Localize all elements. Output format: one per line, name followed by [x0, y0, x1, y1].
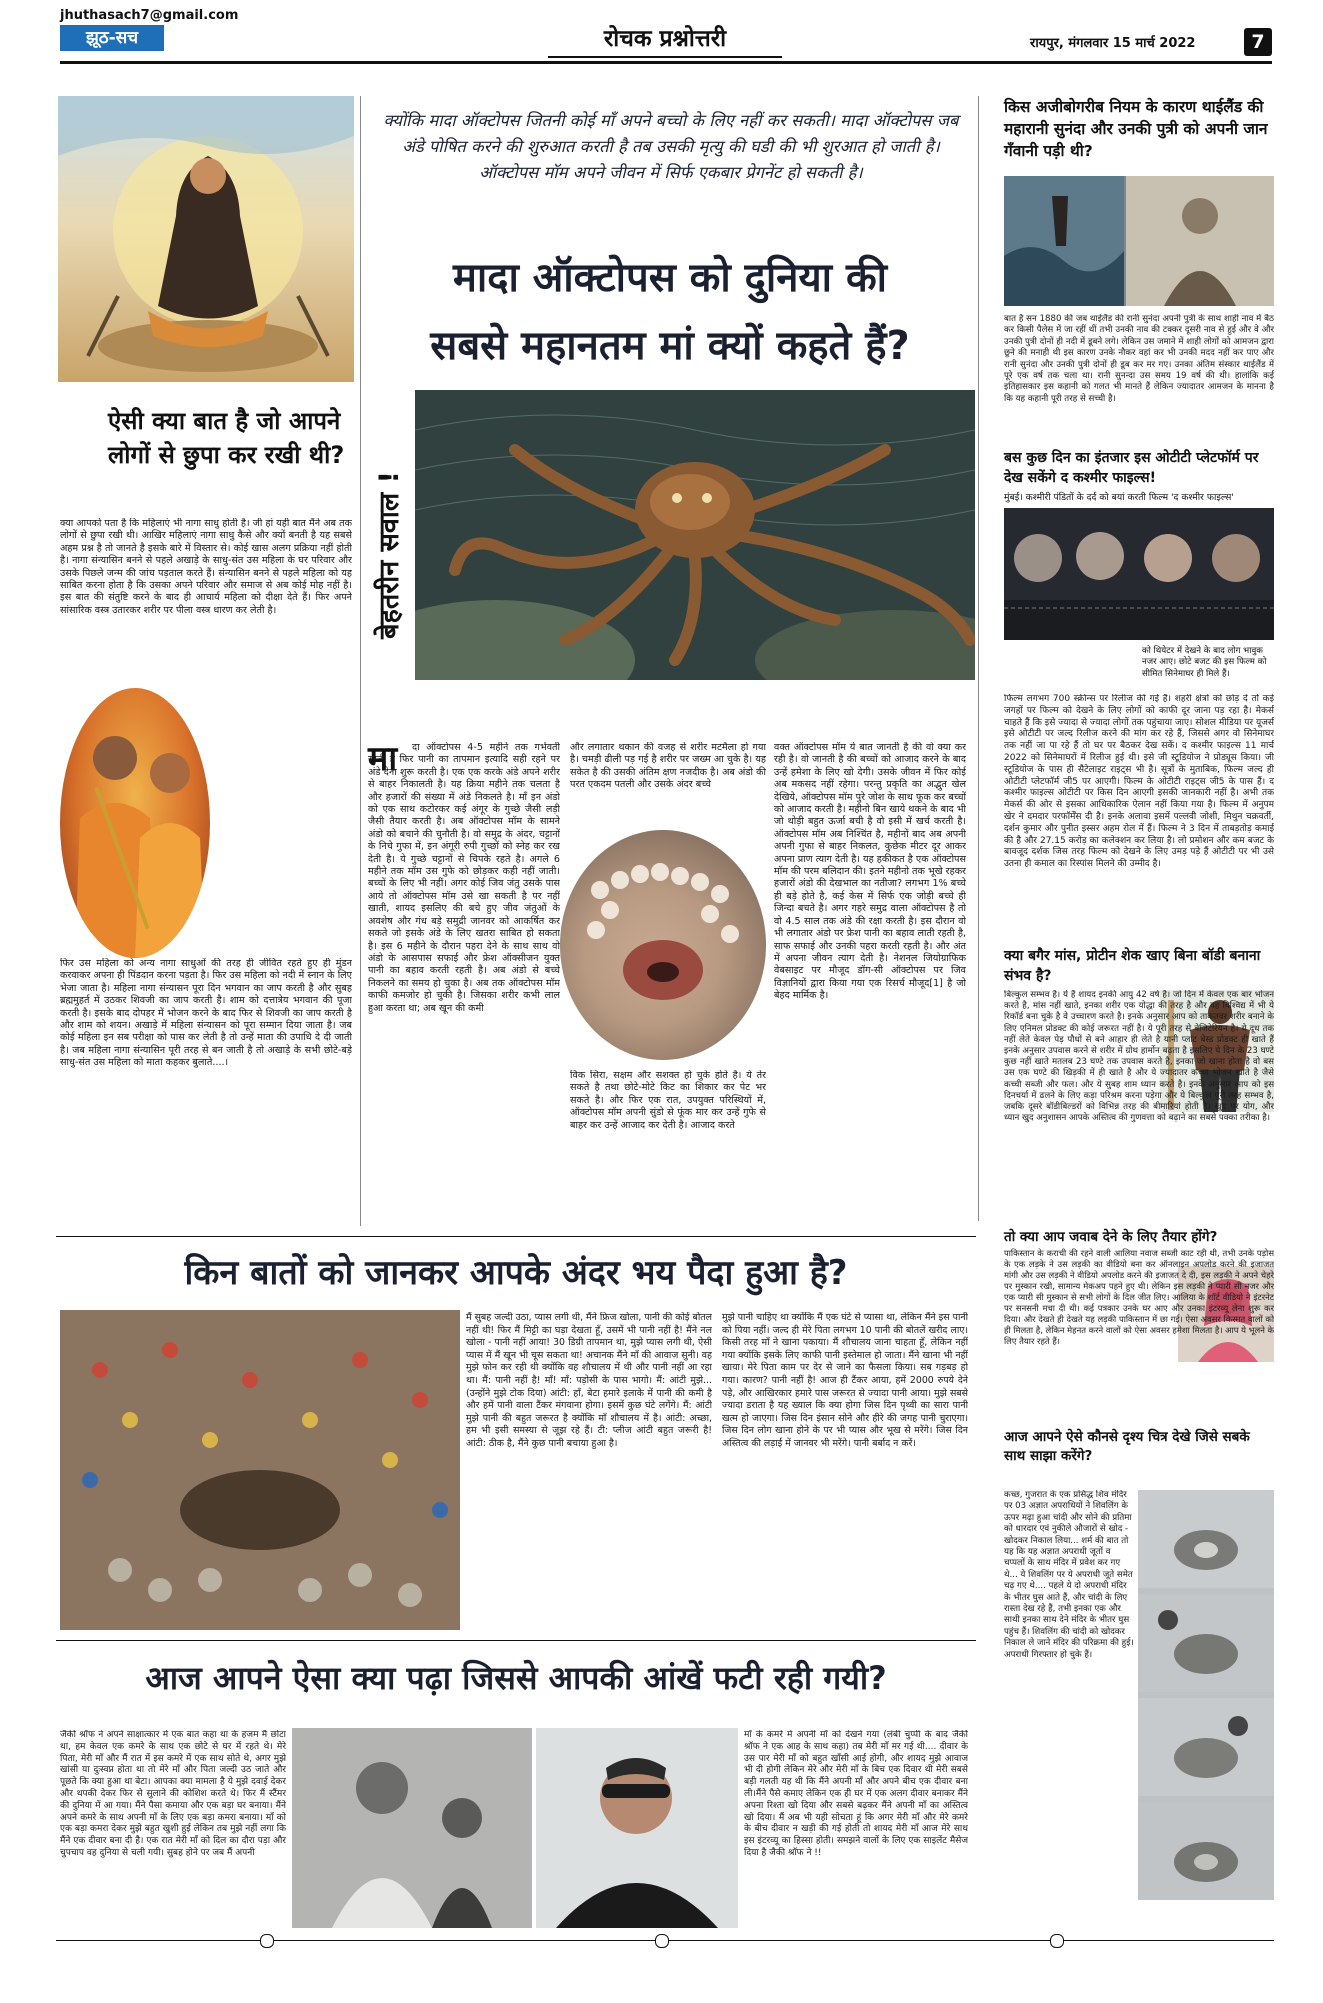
- naga-body-bottom: फिर उस महिला को अन्य नागा साधुओं की तरह ही जीवित रहते हुए ही मुंडन करवाकर अपना ही पिंडदान करना पड़ता है। फिर उस महिला को नदी में स्नान के लिए भेजा जाता है। महिला नागा संन्यासन पूरा दिन भगवान का जाप करती है और सुबह ब्रह्ममुहर्त में उठकर शिवजी का जाप करती है। शाम को दत्तात्रेय भगवान की पूजा करती है। इसके बाद दोपहर में भोजन करने के बाद फिर से शिवजी का जाप करती है और शाम को शयन। अखाड़े में महिला संन्यासन को पूरा सम्मान दिया जाता है। जब कोई महिला इन सब परीक्षा को पास कर लेती है तो उन्हें माता की उपाधि दे दी जाती है। जब महिला नागा संन्यासिन पूरी तरह से बन जाती है तो अखाड़े के सभी छोटे-बड़े साधु-संत उस महिला को माता कहकर बुलाते....।: [60, 958, 352, 1069]
- pakistan-headline: तो क्या आप जवाब देने के लिए तैयार होंगे?: [1004, 1229, 1218, 1245]
- masthead-email: jhuthasach7@gmail.com: [60, 8, 239, 23]
- jackie-right-text: माँ के कमरे में अपनी माँ को देखने गया (लंबी चुप्पी के बाद जैकी श्रॉफ ने एक आह के साथ कहा) तब मेरी माँ मर गई थी.... दीवार के उस पार मेरी माँ को बहुत खाँसी आई होगी, और शायद मुझे आवाज भी दी होगी लेकिन मेरे और मेरी माँ के बिच एक दिवार थी मेरी सबसे बड़ी गलती यह थी कि मैंने अपनी माँ और अपने बीच एक दीवार बना ली।मैंने पैसे कमाए लेकिन एक ही घर में एक अलग दीवार बनाकर मैंने अपना रिश्ता खो दिया और सबसे बढ़कर मैंने अपनी माँ का अस्तित्व खो दिया। मैं अब भी यही सोचता हूं कि अगर मेरी माँ और मेरे कमरे के बीच दीवार न खड़ी की गई होती तो शायद मेरी माँ आज मेरे साथ इस इंटरव्यू का हिस्सा होती। समझने वालों के लिए एक साइलेंट मैसेज दिया है जैकी श्रॉफ ने !!: [744, 1730, 968, 1858]
- kashmir-body: फिल्म लगभग 700 स्क्रीन्स पर रिलीज की गई है। शहरी क्षेत्रों को छोड़ दें तो कई जगहों पर फिल्म को देखने के लिए लोगों को काफी दूर जाना पड़ रहा है। मेकर्स चाहते हैं कि इसे ज्यादा से ज्यादा लोगों तक पहुंचाया जाए। सोशल मीडिया पर यूजर्स इसे ओटीटी पर जल्द रिलीज करने की मांग कर रहे हैं, जिससे अगर वो सिनेमाघर तक नहीं जा पा रहे हैं तो घर पर बैठकर देख सकें। द कश्मीर फाइल्स 11 मार्च 2022 को सिनेमाघरों में रिलीज हुई थी। इसे जी स्टूडियोज ने प्रोड्यूस किया। जी स्टूडियोज के पास ही सैटेलाइट राइट्स भी है। सूत्रों के मुताबिक, फिल्म जल्द ही ओटीटी प्लेटफॉर्म जी5 पर आएगी। फिल्म के ओटीटी राइट्स जी5 के पास हैं। द कश्मीर फाइल्स ओटीटी पर किस दिन आएगी इसकी जानकारी नहीं है। अभी तक मेकर्स की ओर से इसका आधिकारिक ऐलान नहीं किया गया है। फिल्म में अनुपम खेर ने दमदार परफॉर्मेंस दी है। इनके अलावा इसमें पल्लवी जोशी, मिथुन चक्रवर्ती, दर्शन कुमार और पुनीत इस्सर अहम रोल में हैं। फिल्म ने 3 दिन में ताबड़तोड़ कमाई की है और 27.15 करोड़ का कलेक्शन कर लिया है। लो प्रमोशन और कम बजट के बावजूद दर्शक जिस तरह फिल्म को देखने के लिए उमड़ पड़े हैं ओटीटी पर भी उसे उतना ही कमाल का रिस्पांस मिलने की उम्मीद है।: [1004, 694, 1274, 870]
- page-number: 7: [1244, 28, 1272, 56]
- mother-child-photo: [292, 1728, 532, 1928]
- naga-body-top: क्या आपको पता है कि महिलाएं भी नागा साधु होती है। जी हां यही बात मैंने अब तक लोगों से छुपा रखी थी। आखिर महिलाएं नागा साधु कैसे और क्यों बनती है यह सबसे अहम प्रश्न है तो जानते है इसके बारे में विस्तार से। कोई खास अलग प्रक्रिया नहीं होती है। नागा संन्यासिन बनने से पहले अखाड़े के साधु-संत उस महिला के घर परिवार और उसके पिछले जन्म की जांच पड़ताल करते हैं। संन्यासिन बनने से पहले महिला को यह साबित करना होता है कि उसका अपने परिवार और समाज से अब कोई मोह नहीं है। इस बात की संतुष्टि करने के बाद ही आचार्य महिला को दीक्षा देते हैं। फिर अपने सांसारिक वस्त्र उतारकर शरीर पर पीला वस्त्र धारण कर लेती है।: [60, 518, 352, 616]
- col-divider-left: [360, 96, 361, 1226]
- brand-tag: झूठ-सच: [60, 25, 164, 51]
- jackie-shroff-photo: [536, 1728, 738, 1928]
- octopus-col3: वक्त ऑक्टोपस मॉम ये बात जानती है की वो क्या कर रही है। वो जानती है की बच्चों को आजाद करने के बाद उन्हें हमेशा के लिए खो देगी। उसके जीवन में फिर कोई अब मकसद नहीं रहेगा। परन्तु प्रकृति का अद्भुत खेल देखिये, ऑक्टोपस मॉम पुरे जोश के साथ फूक कर बच्चों को आजाद करती है। महीनो बिन खाये थकने के बाद भी जो थोड़ी बहुत ऊर्जा बची है वो इसी में खर्च करती है। ऑक्टोपस मॉम अब निश्चिंत है, महीनों बाद अब अपनी अपनी गुफा से बाहर निकलत, कुछेक मीटर दूर आकर अपना प्राण त्याग देती है। यह हकीकत है एक ऑक्टोपस मॉम की परम बलिदान की। इतने महीनो तक भूखे रहकर हजारों अंडो की देखभाल का नतीजा? लगभग 1% बच्चे ही बड़े होते है, कई केस में सिर्फ एक जोड़ी बच्चे ही जिन्दा बचते है। अगर गहरे समुद्र वाला ऑक्टोपस है तो वो 4.5 साल तक अंडे की रक्षा करती है। इस दौरान वो भी लगातार अंडो पर फ्रेश पानी का बहाव लाती रहती है, साफ सफाई और उनकी पहरा करती रहती है। और अंत में अपना जीवन त्याग देती है। नेशनल जियोग्राफिक वेबसाइट पर मौजूद डॉग-सी ऑक्टोपस पर जिव विज्ञानियों द्वारा किया गया एक रिसर्च मौजूद[1] है जो बेहद मार्मिक है।: [774, 742, 966, 1002]
- pakistan-photo-mask: [1176, 1264, 1276, 1364]
- octopus-col2-top: और लगातार थकान की वजह से शरीर मटमैला हो गया है। चमड़ी ढीली पड़ गई है शरीर पर जख्म आ चुके है। यह सकेत है की उसकी अंतिम क्षण नजदीक है। अब अंडो की परत एकदम पतली और उसके अंदर बच्चे: [570, 742, 766, 791]
- protein-body: बिल्कुल सम्भव है। ये हैं शायद इनकी आयु 42 वर्ष है। जो दिन में केवल एक बार भोजन करते है, मांस नहीं खाते, इनका शरीर एक योद्धा की तरह है और वह विश्विद्य में भी ये रिकॉर्ड बना चुके है वे उच्चारण करते है। इनके अनुसार आप को ताकतवर शरीर बनाने के लिए एनिमल प्रोडक्ट की कोई जरूरत नहीं है। ये पूरी तरह से वेजिटेरियन है। ये दूध तक नहीं लेते केवल पेड़ पौधों से बने आहार ही लेते है यानी प्लांट बेस्ड प्रोडक्ट ही खाते हैं इनके अनुसार उपवास करने से शरीर में ग्रोथ हार्मोन बढ़ता है इसलिए ये दिन के 23 घण्टे कुछ नहीं खाते मतलब 23 घण्टे तक उपवास करते है, इनका जो खाना होता है वो बस उस एक घण्टे की खिड़की में ही खाते है और ये ज्यादातर कच्चा भोजन खाते है जैसे कच्ची सब्जी और फल। और ये सुबह शाम ध्यान करते है। इनके अनुसार आप को इस दिनचर्या में ढलने के लिए कड़ा परिश्रम करना पड़ेगा और ये बिल्कुल पूरी तरह सम्भव है, जबकि दूसरे बॉडीबिल्डरों को विभिन्न तरह की बीमारियां होती है। खुद पर योग, और ध्यान खुद अनुशासन आपके अस्तित्व की गुणवत्ता को बढ़ाने का सबसे पक्का तरीका है।: [1004, 990, 1274, 1124]
- octopus-eggs-photo: [560, 830, 766, 1060]
- naga-sadhvi-painting: [58, 96, 354, 382]
- kashmir-headline: बस कुछ दिन का इंतजार इस ओटीटी प्लेटफॉर्म पर देख सकेंगे द कश्मीर फाइल्स!: [1004, 450, 1259, 486]
- octopus-intro: क्योंकि मादा ऑक्टोपस जितनी कोई माँ अपने बच्चो के लिए नहीं कर सकती। मादा ऑक्टोपस जब अंडे पोषित करने की शुरुआत करती है तब उसकी मृत्यु की घडी की भी शुरआत हो जाती है। ऑक्टोपस मॉम अपने जीवन में सिर्फ एकबार प्रेगनेंट हो सकती है।: [383, 111, 959, 182]
- protein-headline: क्या बगैर मांस, प्रोटीन शेक खाए बिना बॉडी बनाना संभव है?: [1004, 948, 1261, 984]
- thai-body: बात है सन 1880 की जब थाईलैंड की रानी सुनंदा अपनी पुत्री के साथ शाही नाव में बैठ कर किसी पैलेस में जा रहीं थीं तभी उनकी नाव की टक्कर दूसरी नाव से हुई और वे और उनकी पुत्री दोनों ही नदी में डूबने लगे। लेकिन उस जमाने में शाही लोगों को आमजन द्वारा छूने की मनाही थी इस कारण उनके नौकर वहां कर भी उनकी मदद नहीं कर पाए और रानी सुनंदा और उनकी पुत्री दोनों ही डूब कर मर गए। उनका अंतिम संस्कार थाईलैंड में पूरे एक वर्ष तक चला था। रानी सुनन्दा उस समय 19 वर्ष की थी। हालांकि कई इतिहासकार इस कहानी को गलत भी मानते हैं लेकिन ज्यादातर आमजन के मानना है कि यह कहानी पूरी तरह से सच्ची है।: [1004, 314, 1274, 404]
- footer-registration-mark-right: [1050, 1934, 1064, 1948]
- protein-photo-mask: [1158, 988, 1276, 1114]
- octopus-col1: दा ऑक्टोपस 4-5 महीने तक गर्भवती रहती है फिर पानी का तापमान इत्यादि सही रहने पर अंडे देना शुरू करती है। एक एक करके अंडे अपने शरीर से बाहर निकालती है। यह क्रिया महीने तक चलता है और हजारों की संख्या में अंडे निकलते है। माँ इन अंडो को एक साथ कटोरकर कई अंगूर के गुच्छे जैसी लड़ी जैसी तैयार करती है। अब ऑक्टोपस मॉम के सामने अंडो को बचाने की चुनौती है। वो समुद्र के अंदर, चट्टानों के निचे गुफा में, इन अंगूरी रुपी गुच्छों को स्नेह कर रख देती है। ये गुच्छे चट्टानों से चिपके रहते है। अगले 6 महीने तक मॉम उस गुफे को छोड़कर कही नहीं जाती। बच्चों के लिए भी नहीं। अगर कोई जिव जंतु उसके पास आये तो ऑक्टोपस मॉम उसे खा सकती है पर नहीं खाती, शायद इसलिए की बचे हुए जीव जंतुओं के अवशेष और गंध बड़े समुद्री जानवर को आकर्षित कर सकते जो इसके अंडे के लिए खतरा साबित हो सकता है। इस 6 महीने के दौरान पहरा देने के साथ साथ वो अंडो के आसपास सफाई और फ्रेश ऑक्सीजन युक्त पानी का बहाव करती रहती है। अब अंडो से बच्चे निकलने का समय हो चुका है। अब तक ऑक्टोपस मॉम काफी कमजोर हो चुकी है। जिसका शरीर कभी लाल हुआ करता था; अब खून की कमी: [368, 742, 560, 1014]
- side-label: बेहतरीन सवाल !: [374, 471, 405, 639]
- thai-photos: [1004, 176, 1274, 306]
- footer-registration-mark-center: [655, 1934, 669, 1948]
- kashmir-deck: मुंबई। कश्मीरी पंडितों के दर्द को बयां करती फिल्म 'द कश्मीर फाइल्स': [1004, 492, 1234, 503]
- octopus-headline-line1: मादा ऑक्टोपस को दुनिया की: [452, 255, 888, 301]
- fear-headline: किन बातों को जानकर आपके अंदर भय पैदा हुआ है?: [184, 1253, 848, 1293]
- water-crowd-photo: [60, 1310, 460, 1630]
- top-rule: [60, 61, 1272, 64]
- fear-col2: मुझे पानी चाहिए था क्योंकि मैं एक घंटे से प्यासा था, लेकिन मैंने इस पानी को पिया नहीं। जल्द ही मेरे पिता लगभग 10 पानी की बोतलें खरीद लाए। किसी तरह माँ ने खाना पकाया। मैं शौचालय जाना चाहता हूँ, लेकिन नहीं गया क्योंकि इसके लिए काफी पानी इस्तेमाल हो जाता। मैंने खाना भी नहीं खाया। मेरे पिता काम पर देर से जाने का फैसला किया। सब गड़बड़ हो गया। कारण? पानी नहीं है! आज ही टैंकर आया, हमें 2000 रुपये देने पड़े, और आखिरकार हमारे पास जरूरत से ज्यादा पानी आया। मुझे सबसे ज्यादा डराता है यह ख्याल कि क्या होगा जिस दिन पृथ्वी का सारा पानी खत्म हो जाएगा। जिस दिन इंसान सोने और हीरे की जगह पानी चुराएगा। जिस दिन लोग खाना होने के पर भी प्यास और भूख से मरेंगे। जिस दिन अस्तित्व की लड़ाई में जानवर भी मरेंगे। पानी बर्बाद न करें।: [722, 1312, 968, 1449]
- shiva-headline: आज आपने ऐसे कौनसे दृश्य चित्र देखे जिसे सबके साथ साझा करेंगे?: [1004, 1429, 1250, 1464]
- fear-top-rule: [56, 1236, 976, 1237]
- octopus-illustration: [415, 390, 975, 680]
- jackie-headline: आज आपने ऐसा क्या पढ़ा जिससे आपकी आंखें फटी रही गयी?: [145, 1659, 887, 1697]
- fear-col1: मैं सुबह जल्दी उठा, प्यास लगी थी, मैंने फ्रिज खोला, पानी की कोई बोतल नहीं थी! फिर मैं मिट्टी का घड़ा देखता हूँ, उसमें भी पानी नहीं है! मैंने नल खोला - पानी नहीं आया! 30 डिग्री तापमान था, मुझे प्यास लगी थी, ऐसी प्यास में मैं खून भी चूस सकता था! अचानक मैंने माँ की आवाज सुनी। वह मुझे फोन कर रही थी क्योंकि वह शौचालय में थी और पानी नहीं आ रहा था। मैं: पानी नहीं है! माँ! माँ: पड़ोसी के पास भागो। मैं: आंटी मुझे... (उन्होंने मुझे टोक दिया) आंटी: हाँ, बेटा हमारे इलाके में पानी की कमी है और हमें पानी वाला टैंकर मंगवाना होगा। इसमें कुछ घंटे लगेंगे। मैं: आंटी मुझे पानी की बहुत जरूरत है क्योंकि माँ शौचालय में है। आंटी: अच्छा, हम भी इसी समस्या से जूझ रहे हैं। टी: प्लीज आंटी बहुत जरूरी है! आंटी: ठीक है, मैंने कुछ पानी बचाया हुआ है।: [466, 1312, 712, 1449]
- section-title: रोचक प्रश्नोत्तरी: [603, 26, 727, 52]
- cctv-stills: [1138, 1490, 1274, 1900]
- col-divider-right: [978, 96, 979, 1221]
- kashmir-files-poster: [1004, 508, 1274, 640]
- footer-registration-mark-left: [260, 1934, 274, 1948]
- fear-bottom-rule: [56, 1640, 976, 1641]
- octopus-headline-line2: सबसे महानतम मां क्यों कहते हैं?: [430, 323, 910, 369]
- women-sadhu-photo: [60, 688, 210, 958]
- octopus-dropcap: मा: [368, 739, 398, 779]
- dateline: रायपुर, मंगलवार 15 मार्च 2022: [1030, 36, 1196, 51]
- shiva-body: कच्छ, गुजरात के एक प्रसिद्ध शिव मंदिर पर 03 अज्ञात अपराधियों ने शिवलिंग के ऊपर मढ़ा हुआ चांदी और सोने की प्रतिमा को धारदार एवं नुकीले औजारों से खोद - खोदकर निकाल लिया... शर्म की बात तो यह कि यह अज्ञात अपराधी जूतों व चप्पलों के साथ मंदिर में प्रवेश कर गए थे... ये शिवलिंग पर ये अपराधी जूते समेत चढ़ गए थे.... पहले ये दो अपराधी मंदिर के भीतर घुस आते हैं, और चांदी के लिए रास्ता देख रहे हैं, तभी इनका एक और साथी इनका साथ देने मंदिर के भीतर घुस पहुंच हैं। शिवलिंग की चांदी को खोदकर निकाल ले जाने मंदिर की परिक्रमा की हुई। अपराधी गिरफ्तार हो चुके हैं।: [1004, 1490, 1134, 1660]
- naga-headline: ऐसी क्या बात है जो आपने लोगों से छुपा कर रखी थी?: [108, 407, 345, 469]
- pakistan-body: पाकिस्तान के कराची की रहने वाली आलिया नवाज सब्जी काट रही थी, तभी उनके पड़ोस के एक लड़के ने उस लड़की का वीडियो बना कर ऑनलाइन अपलोड करने की इजाजत मांगी और उस लड़की ने वीडियो अपलोड करने की इजाजत दे दी, इस लड़की ने अपने चेहरे पर मुस्कान रखी, सामान्य मेकअप पहने हुए थी। लेकिन इस लड़की ने प्यारी सी नजर और एक प्यारी सी मुस्कान से सभी लोगों के दिल जीत लिए। आलिया के शॉर्ट वीडियो ने इंटरनेट पर सनसनी मचा दी थी। कई पत्रकार उनके घर आए और उनका इंटरव्यू लेना शुरू कर दिया। और देखते ही देखते यह लड़की पाकिस्तान में छा गई। ऐसा अवसर किस्मत वालों को ही मिलता है, लेकिन मेहनत करने वालों को ऐसा अवसर हमेशा मिलता है। आप ये भूलने के लिए तैयार रहते हैं।: [1004, 1248, 1274, 1346]
- side-label-box: [368, 430, 412, 680]
- octopus-col2-bottom: विक सिरा, सक्षम और सशक्त हो चुके होते है। ये तेर सकते है तथा छोटे-मोटे किट का शिकार कर पेट भर सकते है। और फिर एक रात, उपयुक्त परिस्थियों में, ऑक्टोपस मॉम अपनी सुंडो से फूंक मार कर उन्हें गुफे से बाहर कर उन्हें आजाद कर देती है। आजाद करते: [570, 1070, 766, 1131]
- kashmir-caption: को थियेटर में देखने के बाद लोग भावुक नजर आए। छोटे बजट की इस फिल्म को सीमित सिनेमाघर ही मिले हैं।: [1142, 646, 1267, 679]
- jackie-left-text: जैकी श्रॉफ ने अपने साक्षात्कार में एक बात कहा था के हजम मैं छोटा था, हम केवल एक कमरे के साथ एक छोटे से घर में रहते थे। मेरे पिता, मेरी माँ और मैं रात में इस कमरे में एक साथ सोते थे, अगर मुझे खांसी या दुःस्वप्न होता था तो मेरे माँ और पिता जल्दी उठ जाते और पूछते कि क्या हुआ था बेटा। आपका क्या मामला है ये मुझे दवाई देकर और थपकी देकर फिर से सुलाने की कोशिश करते थे। फिर मैं स्टैंमर की दुनिया में आ गया। मैंने पैसा कमाया और एक बड़ा घर बनाया। मैंने अपने कमरे के साथ अपनी माँ के लिए एक बड़ा कमरा बनाया। माँ को एक बड़ा कमरा देकर मुझे बहुत खुशी हुई लेकिन तब मुझे नहीं लगा कि मैंने एक दीवार बना दी है। एक रात मेरी माँ को दिल का दौरा पड़ा और चुपचाप वह दुनिया से चली गयी। सुबह होने पर जब मैं अपनी: [60, 1730, 286, 1858]
- thai-headline: किस अजीबोगरीब नियम के कारण थाईलैंड की महारानी सुनंदा और उनकी पुत्री को अपनी जान गँवानी पड़ी थी?: [1004, 98, 1268, 160]
